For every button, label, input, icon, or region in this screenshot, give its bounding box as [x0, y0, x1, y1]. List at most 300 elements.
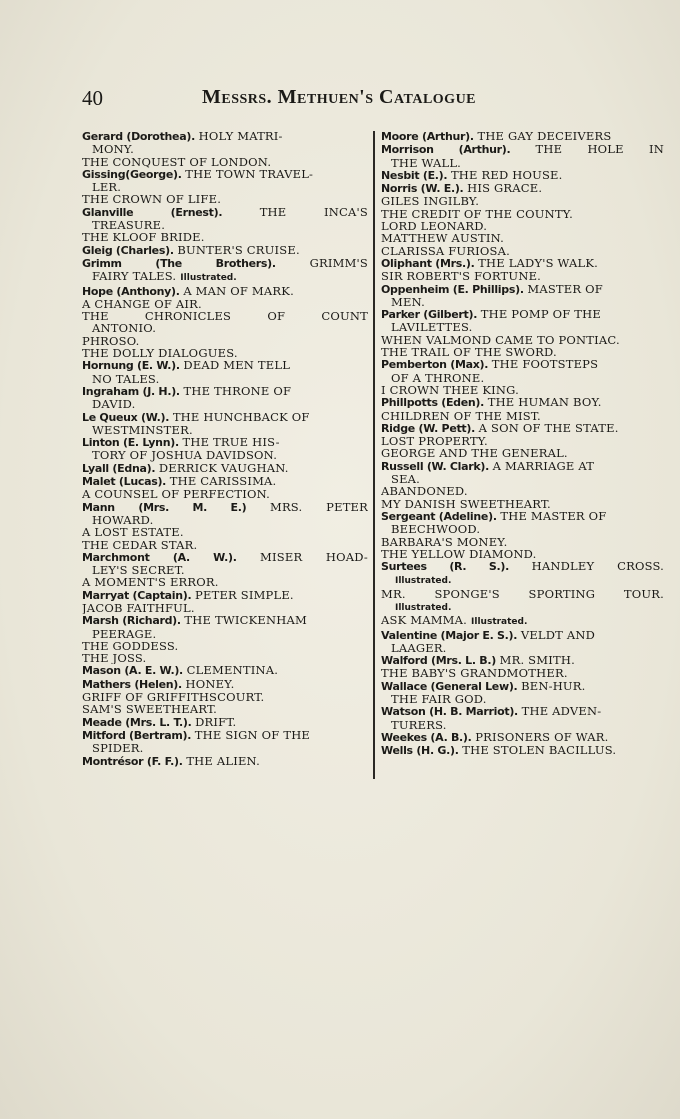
entry-text: [391, 321, 473, 333]
catalogue-entry-line: [82, 551, 368, 564]
catalogue-entry-line: [82, 488, 368, 500]
catalogue-entry-line: [82, 576, 368, 588]
book-title: A LOST ESTATE.: [82, 526, 184, 539]
catalogue-entry-line: [82, 310, 368, 322]
book-title: DERRICK VAUGHAN.: [158, 461, 289, 475]
page-header: [82, 86, 662, 110]
author-name: Watson (H. B. Marriot).: [381, 705, 518, 719]
entry-text: [381, 460, 594, 473]
catalogue-entry-line: [82, 526, 368, 538]
entry-text: [82, 755, 260, 768]
entry-text: [381, 384, 519, 396]
book-title: PEERAGE.: [92, 627, 157, 640]
book-title: WHEN VALMOND CAME TO PONTIAC.: [381, 333, 620, 347]
entry-text: [391, 523, 480, 535]
book-title: ANTONIO.: [92, 322, 157, 335]
book-title: FAIRY TALES.: [92, 270, 177, 284]
catalogue-entry-line: [82, 716, 368, 729]
catalogue-entry-line: [381, 220, 664, 232]
book-title: DRIFT.: [195, 715, 237, 729]
entry-text: [82, 691, 264, 703]
entry-text: [391, 473, 420, 485]
book-title: MONY.: [92, 143, 135, 156]
book-title: THE GAY DECEIVERS: [477, 130, 612, 143]
catalogue-entry-line: [82, 347, 368, 359]
entry-text: [381, 731, 608, 744]
entry-text: [381, 270, 541, 282]
book-title: A MAN OF MARK.: [183, 284, 294, 298]
book-title: LER.: [92, 181, 122, 194]
catalogue-entry-line: [381, 422, 664, 435]
entry-text: [381, 536, 507, 548]
book-title: MEN.: [391, 295, 425, 309]
entry-text: [381, 130, 611, 143]
book-title: THE CEDAR STAR.: [82, 538, 198, 551]
entry-text: [82, 231, 205, 243]
entry-text: [82, 130, 283, 143]
entry-text: [82, 526, 184, 538]
book-title: NO TALES.: [92, 372, 160, 385]
catalogue-entry-line: [381, 334, 664, 346]
illustrated-note: Illustrated.: [395, 576, 452, 587]
book-title: THE CROWN OF LIFE.: [82, 193, 222, 206]
book-title: SIR ROBERT'S FORTUNE.: [381, 270, 542, 283]
book-title: TURERS.: [391, 718, 447, 731]
entry-text: [381, 560, 664, 573]
catalogue-entry-line: [381, 600, 664, 614]
entry-text: [381, 346, 557, 358]
book-title: HANDLEY CROSS.: [531, 560, 664, 574]
entry-text: [82, 703, 217, 715]
author-name: Gissing(George).: [82, 167, 182, 181]
catalogue-entry-line: [381, 182, 664, 195]
catalogue-entry-line: [381, 744, 664, 757]
catalogue-entry-line: [82, 729, 368, 742]
catalogue-entry-line: [82, 168, 368, 181]
book-title: THE MASTER OF: [500, 509, 607, 523]
catalogue-entry-line: [82, 589, 368, 602]
catalogue-entry-line: [82, 475, 368, 488]
entry-text: [92, 514, 154, 526]
book-title: THE HOLE IN: [535, 143, 664, 157]
entry-text: [381, 447, 568, 459]
catalogue-entry-line: [82, 640, 368, 652]
catalogue-entry-line: [381, 308, 664, 321]
author-name: Lyall (Edna).: [82, 461, 156, 475]
entry-text: [381, 182, 542, 195]
book-title: BEN-HUR.: [521, 679, 586, 693]
book-title: A MARRIAGE AT: [492, 459, 595, 473]
entry-text: [381, 510, 606, 523]
entry-text: [381, 680, 586, 693]
book-title: THE YELLOW DIAMOND.: [381, 547, 537, 561]
page-number: 40: [82, 86, 103, 110]
entry-text: [391, 600, 451, 614]
book-title: THE GODDESS.: [82, 639, 179, 653]
book-title: THE CONQUEST OF LONDON.: [82, 155, 272, 168]
entry-text: [381, 744, 616, 757]
catalogue-entry-line: [381, 642, 664, 654]
catalogue-entry-line: [381, 410, 664, 422]
author-name: Pemberton (Max).: [381, 358, 489, 372]
catalogue-entry-line: [381, 435, 664, 447]
author-name: Sergeant (Adeline).: [381, 509, 497, 523]
book-title: GEORGE AND THE GENERAL.: [381, 447, 568, 460]
author-name: Ridge (W. Pett).: [381, 421, 475, 435]
author-name: Walford (Mrs. L. B.): [381, 654, 496, 668]
entry-text: [92, 181, 121, 193]
entry-text: [92, 373, 159, 385]
author-name: Malet (Lucas).: [82, 475, 167, 489]
entry-text: [82, 462, 289, 475]
author-name: Mann (Mrs. M. E.): [82, 500, 247, 514]
book-title: THE CARISSIMA.: [169, 475, 277, 489]
catalogue-entry-line: [82, 181, 368, 193]
running-title: Messrs. Methuen's Catalogue: [202, 86, 477, 108]
catalogue-entry-line: [82, 206, 368, 219]
catalogue-entry-line: [381, 693, 664, 705]
book-title: VELDT AND: [520, 628, 596, 642]
entry-text: [92, 322, 156, 334]
catalogue-entry-line: [82, 755, 368, 768]
author-name: Mathers (Helen).: [82, 677, 182, 691]
book-title: HIS GRACE.: [467, 182, 543, 196]
catalogue-entry-line: [381, 614, 664, 628]
book-title: CLARISSA FURIOSA.: [381, 244, 510, 257]
author-name: Marsh (Richard).: [82, 614, 181, 628]
catalogue-entry-line: [82, 628, 368, 640]
entry-text: [92, 143, 134, 155]
author-name: Gerard (Dorothea).: [82, 130, 195, 143]
catalogue-entry-line: [381, 573, 664, 587]
entry-text: [82, 539, 197, 551]
author-name: Mason (A. E. W.).: [82, 664, 183, 678]
entry-text: [381, 422, 619, 435]
book-title: WESTMINSTER.: [92, 423, 193, 437]
book-title: THE FOOTSTEPS: [491, 358, 599, 372]
catalogue-entry-line: [82, 436, 368, 449]
entry-text: [92, 270, 237, 284]
book-title: THE ADVEN-: [521, 705, 602, 719]
book-title: BARBARA'S MONEY.: [381, 535, 508, 548]
column-divider: [373, 131, 375, 779]
author-name: Hornung (E. W.).: [82, 359, 180, 373]
author-name: Morrison (Arthur).: [381, 143, 511, 157]
entry-text: [391, 719, 447, 731]
book-title: A COUNSEL OF PERFECTION.: [82, 488, 270, 501]
entry-text: [381, 308, 601, 321]
book-title: TORY OF JOSHUA DAVIDSON.: [92, 449, 278, 462]
catalogue-entry-line: [381, 169, 664, 182]
entry-text: [92, 424, 193, 436]
book-title: LEY'S SECRET.: [92, 564, 185, 577]
book-title: MASTER OF: [527, 282, 603, 296]
catalogue-entry-line: [381, 498, 664, 510]
entry-text: [381, 257, 598, 270]
catalogue-entry-line: [82, 398, 368, 410]
author-name: Montrésor (F. F.).: [82, 754, 183, 768]
entry-text: [381, 667, 568, 679]
entry-text: [381, 588, 664, 600]
catalogue-entry-line: [82, 285, 368, 298]
book-title: JACOB FAITHFUL.: [82, 601, 195, 615]
catalogue-entry-line: [381, 629, 664, 642]
author-name: Valentine (Major E. S.).: [381, 628, 518, 642]
book-title: THE FAIR GOD.: [391, 693, 487, 706]
entry-text: [381, 614, 527, 628]
catalogue-entry-line: [381, 667, 664, 679]
catalogue-entry-line: [381, 460, 664, 473]
entry-text: [381, 548, 537, 560]
entry-text: [82, 156, 271, 168]
catalogue-entry-line: [82, 385, 368, 398]
catalogue-entry-line: [381, 731, 664, 744]
author-name: Gleig (Charles).: [82, 243, 174, 257]
entry-text: [381, 208, 573, 220]
author-name: Wallace (General Lew).: [381, 679, 518, 693]
entry-text: [92, 449, 277, 461]
catalogue-entry-line: [82, 742, 368, 754]
book-title: SPIDER.: [92, 742, 144, 755]
author-name: Phillpotts (Eden).: [381, 396, 485, 410]
catalogue-entry-line: [381, 358, 664, 371]
author-name: Ingraham (J. H.).: [82, 384, 180, 398]
book-title: THE JOSS.: [82, 652, 147, 665]
entry-text: [82, 298, 202, 310]
book-title: THE KLOOF BRIDE.: [82, 231, 205, 244]
catalogue-entry-line: [381, 245, 664, 257]
book-title: ABANDONED.: [381, 485, 468, 498]
catalogue-entry-line: [82, 614, 368, 627]
catalogue-entry-line: [381, 523, 664, 535]
book-title: THE STOLEN BACILLUS.: [462, 744, 617, 758]
book-title: HOWARD.: [92, 513, 154, 527]
author-name: Moore (Arthur).: [381, 130, 474, 143]
author-name: Marryat (Captain).: [82, 588, 192, 602]
entry-text: [82, 488, 270, 500]
book-title: GRIFF OF GRIFFITHSCOURT.: [82, 691, 265, 704]
entry-text: [381, 232, 504, 244]
book-title: THE HUNCHBACK OF: [172, 410, 310, 424]
book-title: TREASURE.: [92, 219, 166, 232]
catalogue-entry-line: [82, 322, 368, 334]
entry-text: [82, 257, 368, 270]
catalogue-entry-line: [82, 156, 368, 168]
entry-text: [82, 475, 276, 488]
catalogue-entry-line: [82, 231, 368, 243]
author-name: Glanville (Ernest).: [82, 205, 223, 219]
entry-text: [381, 358, 598, 371]
entry-text: [82, 576, 219, 588]
book-title: SEA.: [391, 473, 421, 486]
entry-text: [391, 693, 487, 705]
book-title: PHROSO.: [82, 334, 140, 348]
entry-text: [381, 498, 551, 510]
book-title: THE THRONE OF: [183, 384, 292, 398]
catalogue-entry-line: [381, 143, 664, 156]
book-title: LOST PROPERTY.: [381, 435, 488, 448]
book-title: LAAGER.: [391, 641, 447, 655]
book-title: A CHANGE OF AIR.: [82, 297, 202, 311]
book-title: THE TWICKENHAM: [184, 614, 307, 628]
catalogue-entry-line: [381, 588, 664, 600]
illustrated-note: Illustrated.: [395, 602, 452, 613]
book-title: MR. SMITH.: [499, 654, 575, 668]
catalogue-entry-line: [82, 359, 368, 372]
catalogue-entry-line: [82, 501, 368, 514]
catalogue-entry-line: [82, 270, 368, 284]
author-name: Parker (Gilbert).: [381, 308, 478, 322]
catalogue-entry-line: [82, 564, 368, 576]
left-column: [82, 130, 368, 768]
book-title: THE TOWN TRAVEL-: [185, 167, 314, 181]
author-name: Russell (W. Clark).: [381, 459, 490, 473]
book-title: BEECHWOOD.: [391, 523, 481, 536]
entry-text: [391, 157, 461, 169]
book-title: DEAD MEN TELL: [183, 359, 291, 373]
catalogue-entry-line: [381, 257, 664, 270]
entry-text: [82, 347, 238, 359]
catalogue-entry-line: [381, 384, 664, 396]
entry-text: [82, 716, 236, 729]
entry-text: [82, 310, 368, 322]
author-name: Weekes (A. B.).: [381, 730, 472, 744]
author-name: Linton (E. Lynn).: [82, 436, 179, 450]
entry-text: [82, 385, 291, 398]
book-title: THE HUMAN BOY.: [487, 396, 602, 410]
catalogue-entry-line: [82, 539, 368, 551]
author-name: Mitford (Bertram).: [82, 728, 192, 742]
entry-text: [82, 411, 310, 424]
entry-text: [381, 169, 563, 182]
catalogue-entry-line: [82, 602, 368, 614]
entry-text: [381, 485, 468, 497]
entry-text: [92, 628, 156, 640]
catalogue-entry-line: [82, 678, 368, 691]
catalogue-entry-line: [82, 193, 368, 205]
book-title: MISER HOAD-: [260, 550, 368, 564]
book-title: ASK MAMMA.: [381, 614, 468, 628]
book-title: THE TRAIL OF THE SWORD.: [381, 346, 557, 359]
catalogue-entry-line: [381, 680, 664, 693]
entry-text: [381, 283, 603, 296]
book-title: THE BABY'S GRANDMOTHER.: [381, 667, 568, 680]
book-title: MR. SPONGE'S SPORTING TOUR.: [381, 587, 664, 600]
catalogue-entry-line: [82, 373, 368, 385]
catalogue-entry-line: [381, 485, 664, 497]
author-name: Surtees (R. S.).: [381, 560, 509, 574]
book-title: GILES INGILBY.: [381, 195, 480, 208]
catalogue-entry-line: [381, 548, 664, 560]
entry-text: [82, 664, 278, 677]
catalogue-entry-line: [82, 449, 368, 461]
catalogue-entry-line: [82, 664, 368, 677]
catalogue-entry-line: [82, 703, 368, 715]
catalogue-entry-line: [82, 691, 368, 703]
catalogue-entry-line: [82, 298, 368, 310]
entry-text: [391, 372, 484, 384]
catalogue-entry-line: [381, 232, 664, 244]
book-title: BUNTER'S CRUISE.: [177, 243, 300, 257]
illustrated-note: Illustrated.: [180, 273, 237, 284]
entry-text: [391, 573, 451, 587]
entry-text: [381, 143, 664, 156]
author-name: Meade (Mrs. L. T.).: [82, 715, 192, 729]
entry-text: [82, 652, 146, 664]
entry-text: [381, 334, 620, 346]
catalogue-entry-line: [381, 372, 664, 384]
book-title: OF A THRONE.: [391, 371, 485, 384]
book-title: LORD LEONARD.: [381, 220, 488, 233]
book-title: THE LADY'S WALK.: [478, 256, 598, 270]
catalogue-entry-line: [381, 536, 664, 548]
entry-text: [381, 654, 575, 667]
catalogue-entry-line: [381, 396, 664, 409]
entry-text: [82, 359, 290, 372]
author-name: Le Queux (W.).: [82, 410, 170, 424]
entry-text: [82, 206, 368, 219]
entry-text: [82, 589, 294, 602]
entry-text: [381, 435, 488, 447]
book-title: THE INCA'S: [259, 205, 368, 219]
book-title: THE SIGN OF THE: [194, 728, 311, 742]
catalogue-entry-line: [82, 652, 368, 664]
catalogue-entry-line: [381, 346, 664, 358]
book-title: GRIMM'S: [309, 256, 368, 270]
book-title: THE TRUE HIS-: [182, 436, 280, 450]
book-title: CHILDREN OF THE MIST.: [381, 409, 541, 422]
author-name: Oliphant (Mrs.).: [381, 256, 475, 270]
entry-text: [92, 219, 165, 231]
catalogue-entry-line: [82, 424, 368, 436]
catalogue-entry-line: [82, 257, 368, 270]
book-title: HOLY MATRI-: [198, 130, 283, 143]
author-name: Nesbit (E.).: [381, 168, 448, 182]
book-title: DAVID.: [92, 398, 136, 411]
catalogue-entry-line: [381, 130, 664, 143]
book-title: A SON OF THE STATE.: [478, 421, 619, 435]
catalogue-entry-line: [381, 473, 664, 485]
catalogue-entry-line: [82, 335, 368, 347]
book-title: THE RED HOUSE.: [450, 168, 563, 182]
catalogue-entry-line: [381, 560, 664, 573]
entry-text: [92, 742, 144, 754]
book-title: SAM'S SWEETHEART.: [82, 703, 218, 716]
book-title: A MOMENT'S ERROR.: [82, 576, 219, 589]
author-name: Marchmont (A. W.).: [82, 550, 237, 564]
catalogue-entry-line: [381, 208, 664, 220]
book-title: THE WALL.: [391, 156, 462, 169]
author-name: Oppenheim (E. Phillips).: [381, 282, 524, 296]
book-title: PETER SIMPLE.: [195, 588, 294, 602]
entry-text: [82, 285, 294, 298]
catalogue-entry-line: [381, 719, 664, 731]
entry-text: [381, 629, 595, 642]
catalogue-entry-line: [82, 130, 368, 143]
entry-text: [82, 501, 368, 514]
entry-text: [82, 602, 195, 614]
catalogue-entry-line: [82, 219, 368, 231]
entry-text: [381, 705, 601, 718]
author-name: Norris (W. E.).: [381, 182, 464, 196]
entry-text: [381, 410, 541, 422]
catalogue-entry-line: [82, 462, 368, 475]
entry-text: [82, 551, 368, 564]
book-title: MY DANISH SWEETHEART.: [381, 497, 551, 510]
entry-text: [82, 436, 280, 449]
entry-text: [391, 642, 447, 654]
catalogue-entry-line: [381, 296, 664, 308]
